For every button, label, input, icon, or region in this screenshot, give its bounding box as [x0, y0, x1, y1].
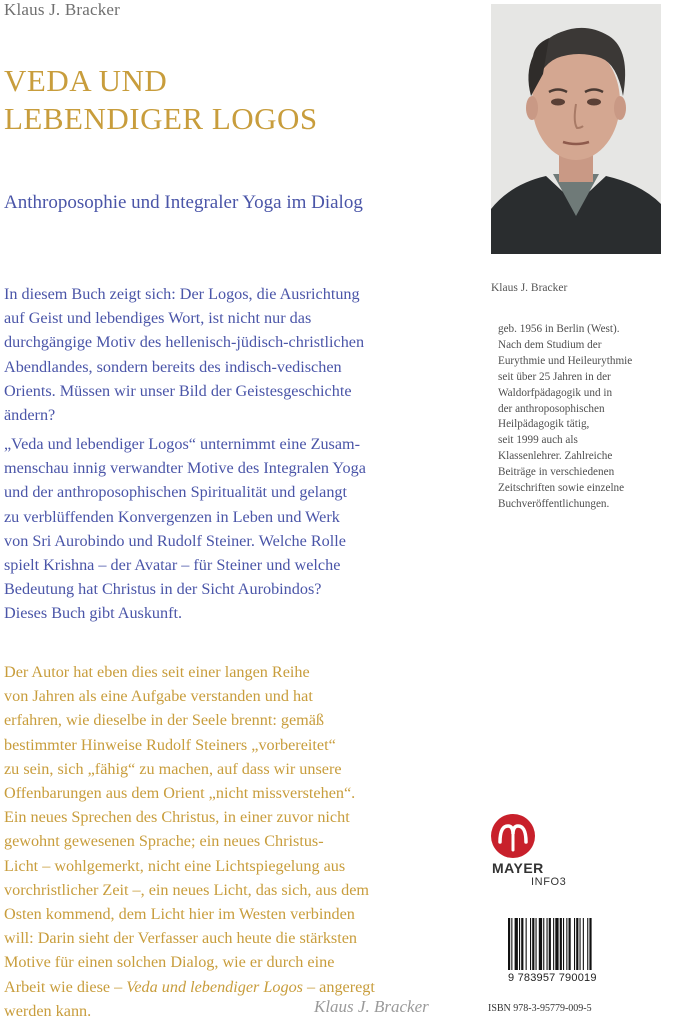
barcode-bars	[506, 918, 624, 972]
text-line: erfahren, wie dieselbe in der Seele brennt: gemäß	[4, 711, 325, 730]
publisher-sub: INFO3	[531, 876, 567, 888]
barcode-bar	[580, 918, 581, 970]
text-line: durchgängige Motiv des hellenisch-jüdisch-christlichen	[4, 333, 365, 352]
barcode-bar	[543, 918, 544, 970]
barcode-bar	[549, 918, 551, 970]
barcode-bar	[532, 918, 534, 970]
isbn-text: ISBN 978-3-95779-009-5	[488, 1003, 592, 1014]
book-subtitle: Anthroposophie und Integraler Yoga im Dialog	[4, 192, 363, 213]
text-segment: Arbeit wie diese –	[4, 977, 127, 996]
text-line: Offenbarungen aus dem Orient „nicht missverstehen“.	[4, 784, 356, 803]
text-line: Orients. Müssen wir unser Bild der Geistesgeschichte	[4, 381, 352, 400]
bio-line: der anthroposophischen	[498, 402, 605, 415]
text-line: zu sein, sich „fähig“ zu machen, auf dass wir unsere	[4, 759, 342, 778]
bio-line: seit 1999 auch als	[498, 434, 578, 447]
barcode-bar	[508, 918, 510, 970]
barcode-bar	[515, 918, 518, 970]
bio-author-name: Klaus J. Bracker	[491, 282, 568, 294]
bio-line: Zeitschriften sowie einzelne	[498, 482, 625, 495]
bio-line: Beiträge in verschiedenen	[498, 466, 615, 479]
text-line: zu verblüffenden Konvergenzen in Leben und Werk	[4, 507, 340, 526]
text-line: vorchristlicher Zeit –, ein neues Licht, das sich, aus dem	[4, 880, 370, 899]
bio-line: Heilpädagogik tätig,	[498, 418, 590, 431]
title-line-1: VEDA UND	[4, 63, 168, 98]
bio-line: Eurythmie und Heileurythmie	[498, 354, 633, 367]
italic-book-title: Veda und lebendiger Logos	[126, 977, 303, 996]
barcode-bar	[560, 918, 562, 970]
text-line: will: Darin sieht der Verfasser auch heute die stärksten	[4, 929, 358, 948]
barcode-bar	[566, 918, 567, 970]
barcode-bar	[553, 918, 554, 970]
text-line: und der anthroposophischen Spiritualität und gelangt	[4, 483, 348, 502]
barcode-bar	[574, 918, 575, 970]
author-biography	[498, 322, 632, 513]
text-line: In diesem Buch zeigt sich: Der Logos, die Ausrichtung	[4, 285, 360, 303]
bio-line: Nach dem Studium der	[498, 338, 602, 351]
bio-line: Buchveröffentlichungen.	[498, 497, 610, 510]
barcode-bar	[583, 918, 584, 970]
text-line: Der Autor hat eben dies seit einer langen Reihe	[4, 663, 310, 681]
bio-line: Waldorfpädagogik und in	[498, 386, 613, 399]
intro-paragraph	[4, 282, 434, 427]
text-line: gewohnt gewesenen Sprache; ein neues Christus-	[4, 832, 324, 851]
text-line: Ein neues Sprechen des Christus, in einer zuvor nicht	[4, 808, 350, 827]
text-line: „Veda und lebendiger Logos“ unternimmt eine Zusam-	[4, 435, 361, 453]
barcode-bar	[521, 918, 523, 970]
book-title	[4, 62, 318, 138]
text-line: spielt Krishna – der Avatar – für Steiner und welche	[4, 556, 341, 575]
barcode-bar	[539, 918, 542, 970]
text-line: menschau innig verwandter Motive des Integralen Yoga	[4, 459, 366, 478]
text-line: von Sri Aurobindo und Rudolf Steiner. Welche Rolle	[4, 531, 346, 550]
barcode-bar	[563, 918, 564, 970]
barcode-bar	[526, 918, 527, 970]
text-segment: – angeregt	[302, 977, 375, 996]
author-photo	[491, 4, 661, 254]
author-signature: Klaus J. Bracker	[314, 997, 429, 1016]
text-line: von Jahren als eine Aufgabe verstanden und hat	[4, 687, 313, 706]
text-line: auf Geist und lebendiges Wort, ist nicht nur das	[4, 309, 312, 328]
bio-line: geb. 1956 in Berlin (West).	[498, 323, 620, 335]
barcode-bar	[569, 918, 571, 970]
author-portrait-image	[491, 4, 661, 254]
barcode-bar	[530, 918, 531, 970]
barcode-bar	[547, 918, 548, 970]
author-statement-paragraph	[4, 660, 434, 1023]
text-line: Bedeutung hat Christus in der Sicht Aurobindos?	[4, 580, 322, 599]
title-line-2: LEBENDIGER LOGOS	[4, 101, 318, 136]
publisher-logo-icon	[478, 812, 558, 862]
barcode-bar	[511, 918, 512, 970]
author-name-top: Klaus J. Bracker	[4, 0, 121, 19]
bio-line: seit über 25 Jahren in der	[498, 370, 611, 383]
text-line: Osten kommend, dem Licht hier im Westen verbinden	[4, 905, 355, 924]
description-paragraph	[4, 432, 434, 626]
barcode-bar	[519, 918, 520, 970]
barcode-bar	[589, 918, 591, 970]
text-line: ändern?	[4, 406, 56, 425]
barcode-bar	[555, 918, 558, 970]
barcode-bar	[576, 918, 578, 970]
barcode-bar	[536, 918, 537, 970]
bio-line: Klassenlehrer. Zahlreiche	[498, 450, 613, 463]
text-line: Abendlandes, sondern bereits des indisch-vedischen	[4, 357, 342, 376]
publisher-name: MAYER	[492, 860, 544, 876]
text-line: Licht – wohlgemerkt, nicht eine Lichtspiegelung aus	[4, 856, 346, 875]
text-line: Dieses Buch gibt Auskunft.	[4, 604, 183, 623]
barcode-bar	[587, 918, 588, 970]
text-line: bestimmter Hinweise Rudolf Steiners „vorbereitet“	[4, 735, 336, 754]
text-line: werden kann.	[4, 1001, 92, 1020]
barcode-number: 9 783957 790019	[508, 972, 597, 984]
text-line	[4, 975, 434, 999]
text-line: Motive für einen solchen Dialog, wie er durch eine	[4, 953, 335, 972]
